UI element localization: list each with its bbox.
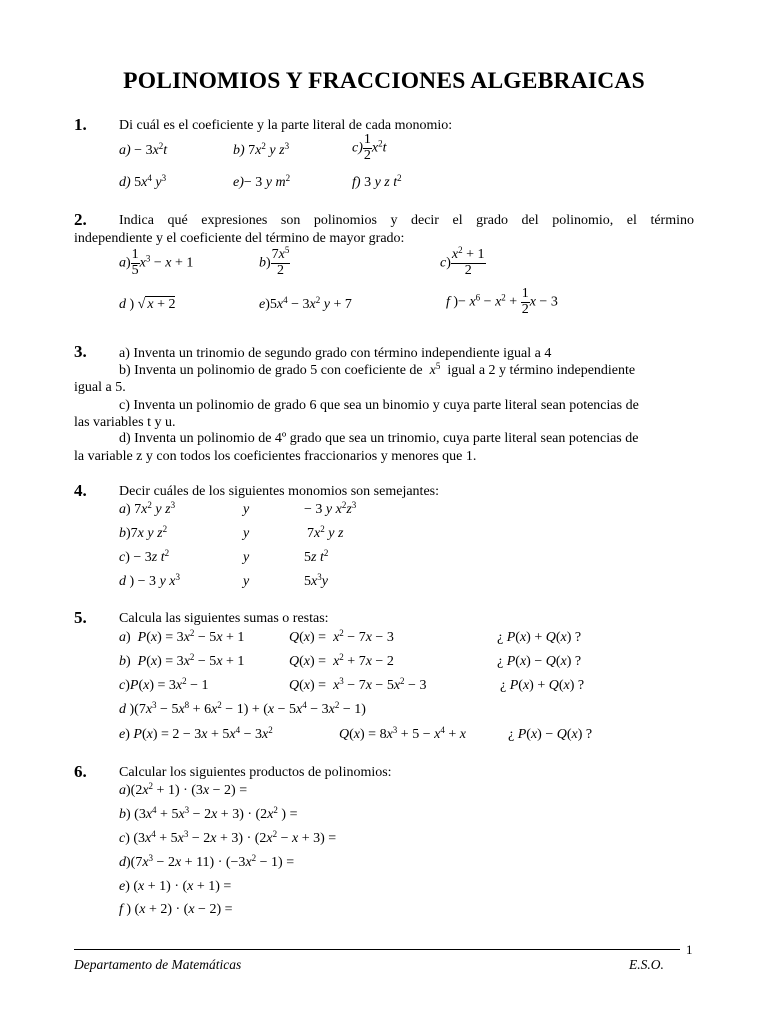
- exercise-number: 4.: [74, 481, 87, 500]
- product-d: $d)(7x^3 - 2x + 11) \cdot (-3x^2 - 1)$ =: [119, 853, 295, 870]
- sum-c-q: $Q(x) = x^3 - 7x - 5x^2 - 3$: [289, 676, 427, 693]
- monomial-b: b) $7x^2$ y $z^3$: [233, 141, 290, 158]
- expression-d: d ) √ x + 2: [119, 297, 176, 312]
- page-title: POLINOMIOS Y FRACCIONES ALGEBRAICAS: [123, 68, 645, 94]
- monomial-e: e)− 3 y $m^2$: [233, 173, 291, 190]
- pair-connector: y: [243, 526, 250, 541]
- sum-b-p: b) $P(x) = 3x^2 - 5x + 1$: [119, 652, 245, 669]
- sum-b-op: ¿ P(x) − Q(x) ?: [497, 654, 582, 669]
- exercise-number: 6.: [74, 762, 87, 781]
- item-b: b) Inventa un polinomio de grado 5 con coeficiente de $x^5$ igual a 2 y término independiente: [119, 361, 636, 378]
- pair-b-right: $7x^2$ y z: [307, 524, 344, 541]
- sum-a-p: a) $P(x) = 3x^2 - 5x + 1$: [119, 628, 245, 645]
- monomial-c: c) $\frac{1}{2}$ $x^2t$: [352, 132, 387, 163]
- pair-c-right: 5z $t^2$: [304, 548, 329, 565]
- exercise-statement: independiente y el coeficiente del término de mayor grado:: [74, 231, 405, 246]
- sum-c-op: ¿ P(x) + Q(x) ?: [500, 678, 585, 693]
- product-a: $a)(2x^2 + 1) \cdot (3x - 2)$ =: [119, 781, 248, 798]
- expression-b: b) $\frac{7x^5}{2}$: [259, 245, 290, 278]
- exercise-number: 5.: [74, 608, 87, 627]
- pair-connector: y: [243, 550, 250, 565]
- sum-b-q: $Q(x) = x^2 + 7x - 2$: [289, 652, 394, 669]
- exercise-statement: Decir cuáles de los siguientes monomios son semejantes:: [119, 484, 439, 499]
- product-b: b) $(3x^4 + 5x^3 - 2x + 3) \cdot (2x^2$ ) =: [119, 805, 298, 822]
- product-f: f ) (x + 2) · (x − 2) =: [119, 902, 233, 917]
- exercise-statement: Di cuál es el coeficiente y la parte literal de cada monomio:: [119, 118, 453, 133]
- item-a: a) Inventa un trinomio de segundo grado con término independiente igual a 4: [119, 346, 552, 361]
- pair-a-left: a) $7x^2$ y $z^3$: [119, 500, 176, 517]
- sum-c-p: $c)P(x) = 3x^2 - 1$: [119, 676, 209, 693]
- item-b-cont: igual a 5.: [74, 380, 126, 395]
- item-d-cont: la variable z y con todos los coeficientes fraccionarios y menores que 1.: [74, 449, 477, 464]
- pair-d-right: $5x^3y$: [304, 572, 328, 589]
- exercise-number: 2.: [74, 210, 87, 229]
- exercise-statement: Calcular los siguientes productos de polinomios:: [119, 765, 392, 780]
- item-c-cont: las variables t y u.: [74, 415, 176, 430]
- page-number: 1: [686, 942, 693, 957]
- expression-e: $e)5x^4 - 3x^2$ y + 7: [259, 295, 352, 312]
- expression-c: c) $\frac{x^2 + 1}{2}$: [440, 245, 485, 278]
- item-c: c) Inventa un polinomio de grado 6 que sea un binomio y cuya parte literal sean potencias de: [119, 398, 639, 413]
- exercise-statement: Indica qué expresiones son polinomios y decir el grado del polinomio, el término: [119, 213, 694, 228]
- monomial-f: f) 3 y z $t^2$: [352, 173, 402, 190]
- sum-e-p: e) $P(x) = 2 - 3x + 5x^4 - 3x^2$: [119, 725, 273, 742]
- pair-b-left: b)7x y $z^2$: [119, 524, 168, 541]
- footer-rule: [74, 949, 680, 950]
- expression-f: f )− $x^6 - x^2$ + $\frac{1}{2}$ x − 3: [446, 286, 558, 317]
- pair-c-left: c) − 3z $t^2$: [119, 548, 170, 565]
- sum-e-op: ¿ P(x) − Q(x) ?: [508, 727, 593, 742]
- monomial-d: d) $5x^4$ $y^3$: [119, 173, 167, 190]
- sum-a-op: ¿ P(x) + Q(x) ?: [497, 630, 582, 645]
- monomial-a: $a) - 3x^2t$: [119, 141, 168, 158]
- sum-d: d )$(7x^3 - 5x^8 + 6x^2 - 1) + (x - 5x^4 - 3x^2 - 1)$: [119, 700, 366, 717]
- pair-d-left: d ) − 3 y $x^3$: [119, 572, 180, 589]
- pair-connector: y: [243, 574, 250, 589]
- product-c: c) $(3x^4 + 5x^3 - 2x + 3) \cdot (2x^2 - x + 3)$ =: [119, 829, 337, 846]
- sum-a-q: $Q(x) = x^2 - 7x - 3$: [289, 628, 394, 645]
- pair-a-right: − 3 y $x^2z^3$: [304, 500, 357, 517]
- sum-e-q: $Q(x) = 8x^3 + 5 - x^4 + x$: [339, 725, 466, 742]
- pair-connector: y: [243, 502, 250, 517]
- exercise-statement: Calcula las siguientes sumas o restas:: [119, 611, 329, 626]
- expression-a: a) $\frac{1}{5}$ $x^3 - x + 1$: [119, 247, 194, 278]
- exercise-number: 3.: [74, 342, 87, 361]
- footer-level: E.S.O.: [629, 957, 664, 972]
- item-d: d) Inventa un polinomio de 4º grado que sea un trinomio, cuya parte literal sean potencias de: [119, 431, 639, 446]
- product-e: e) (x + 1) · (x + 1) =: [119, 879, 232, 894]
- footer-department: Departamento de Matemáticas: [74, 957, 242, 972]
- exercise-number: 1.: [74, 115, 87, 134]
